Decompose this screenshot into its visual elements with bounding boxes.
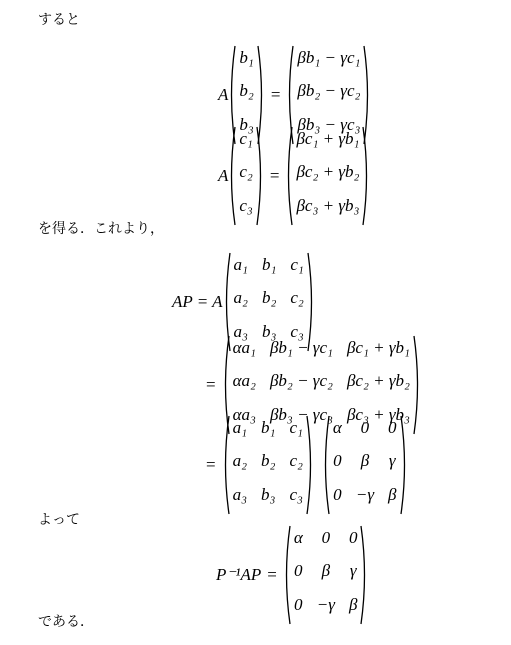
left-paren-icon xyxy=(222,415,230,515)
matrix-cell: βc₃ + γb₃ xyxy=(346,404,410,424)
matrix-cell: b₁ xyxy=(261,418,276,437)
right-paren-icon xyxy=(362,126,370,226)
eq2-lhs: A xyxy=(218,166,229,185)
matrix-cell: βc₁ + γb₁ xyxy=(346,338,410,357)
matrix-cell: b₂ xyxy=(261,451,276,471)
matrix-cell: γ xyxy=(349,561,357,581)
left-paren-icon xyxy=(283,525,291,625)
matrix-cell: −γ xyxy=(355,484,375,504)
matrix-cell: c₃ xyxy=(289,484,303,504)
matrix-cell: c₁ xyxy=(239,129,253,148)
factored-equals: = xyxy=(206,455,216,474)
matrix-cell: a₁ xyxy=(232,418,248,437)
eq2-equals: = xyxy=(269,166,280,185)
matrix-cell: a₃ xyxy=(233,321,248,341)
final-equals: = xyxy=(267,565,277,584)
matrix-cell: βc₃ + γb₃ xyxy=(296,195,360,215)
left-paren-icon xyxy=(285,126,293,226)
matrix-cell: c₁ xyxy=(290,255,304,274)
text-line-1: すると xyxy=(38,12,80,28)
equation-a-c xyxy=(218,126,370,226)
matrix-cell: β xyxy=(388,484,397,504)
matrix-cell: 0 xyxy=(333,451,342,471)
matrix-cell: γ xyxy=(388,451,396,471)
matrix-cell: 0 xyxy=(388,418,397,437)
matrix-cell: a₃ xyxy=(232,484,248,504)
matrix-cell: βb₂ − γc₂ xyxy=(269,371,333,391)
matrix-cell: 0 xyxy=(294,594,303,614)
matrix-cell: βb₁ − γc₁ xyxy=(297,48,361,67)
matrix-cell: βc₂ + γb₂ xyxy=(296,162,360,182)
matrix-cell: 0 xyxy=(321,528,331,547)
matrix-cell: βc₂ + γb₂ xyxy=(346,371,410,391)
text-line-2: を得る．これより， xyxy=(38,221,164,237)
matrix-cell: c₃ xyxy=(290,321,304,341)
left-paren-icon xyxy=(322,415,330,515)
matrix-cell: β xyxy=(348,594,358,614)
matrix-cell: b₃ xyxy=(261,321,277,341)
matrix-cell: 0 xyxy=(348,528,358,547)
matrix-cell: αa₃ xyxy=(232,404,256,424)
matrix-cell: 0 xyxy=(294,561,303,581)
matrix-cell: b₁ xyxy=(261,255,277,274)
matrix-cell: β xyxy=(321,561,331,581)
matrix-cell: b₂ xyxy=(239,81,254,101)
eq2-vector xyxy=(228,126,263,226)
text-line-4: である． xyxy=(38,614,94,630)
matrix-cell: a₂ xyxy=(232,451,248,471)
eq2-rhs-vector xyxy=(285,126,370,226)
matrix-cell: βb₁ − γc₁ xyxy=(269,338,333,357)
matrix-abc-2 xyxy=(222,415,314,515)
matrix-cell: αa₂ xyxy=(232,371,256,391)
matrix-rotation-1 xyxy=(322,415,408,515)
expanded-equals: = xyxy=(206,375,216,394)
matrix-cell: α xyxy=(332,418,342,437)
right-paren-icon xyxy=(360,525,368,625)
matrix-cell: βc₁ + γb₁ xyxy=(296,129,360,148)
matrix-cell: b₃ xyxy=(261,484,276,504)
matrix-cell: c₂ xyxy=(289,451,303,471)
matrix-cell: c₂ xyxy=(239,162,253,182)
matrix-cell: −γ xyxy=(316,594,335,614)
matrix-cell: b₂ xyxy=(261,288,277,308)
matrix-cell: 0 xyxy=(333,484,342,504)
eq1-equals: = xyxy=(270,85,281,104)
equation-factored xyxy=(200,415,408,515)
right-paren-icon xyxy=(400,415,408,515)
matrix-cell: b₁ xyxy=(239,48,254,67)
matrix-cell: c₁ xyxy=(289,418,303,437)
matrix-cell: a₂ xyxy=(233,288,248,308)
left-paren-icon xyxy=(228,126,236,226)
eq1-lhs: A xyxy=(218,85,229,104)
matrix-cell: α xyxy=(293,528,303,547)
matrix-cell: βb₂ − γc₂ xyxy=(297,81,361,101)
text-line-3: よって xyxy=(38,512,80,528)
matrix-cell: a₁ xyxy=(233,255,248,274)
matrix-cell: βb₃ − γc₃ xyxy=(297,114,361,134)
matrix-cell: b₃ xyxy=(239,114,254,134)
matrix-cell: 0 xyxy=(360,418,370,437)
ap-lhs: AP = A xyxy=(172,292,223,311)
matrix-cell: β xyxy=(360,451,370,471)
final-lhs: P⁻¹AP xyxy=(216,565,262,584)
matrix-cell: βb₃ − γc₃ xyxy=(269,404,333,424)
right-paren-icon xyxy=(413,335,421,435)
right-paren-icon xyxy=(306,415,314,515)
matrix-rotation-2 xyxy=(283,525,369,625)
matrix-cell: c₂ xyxy=(290,288,304,308)
right-paren-icon xyxy=(256,126,264,226)
equation-final xyxy=(216,525,368,625)
matrix-cell: c₃ xyxy=(239,195,253,215)
matrix-cell: αa₁ xyxy=(232,338,256,357)
